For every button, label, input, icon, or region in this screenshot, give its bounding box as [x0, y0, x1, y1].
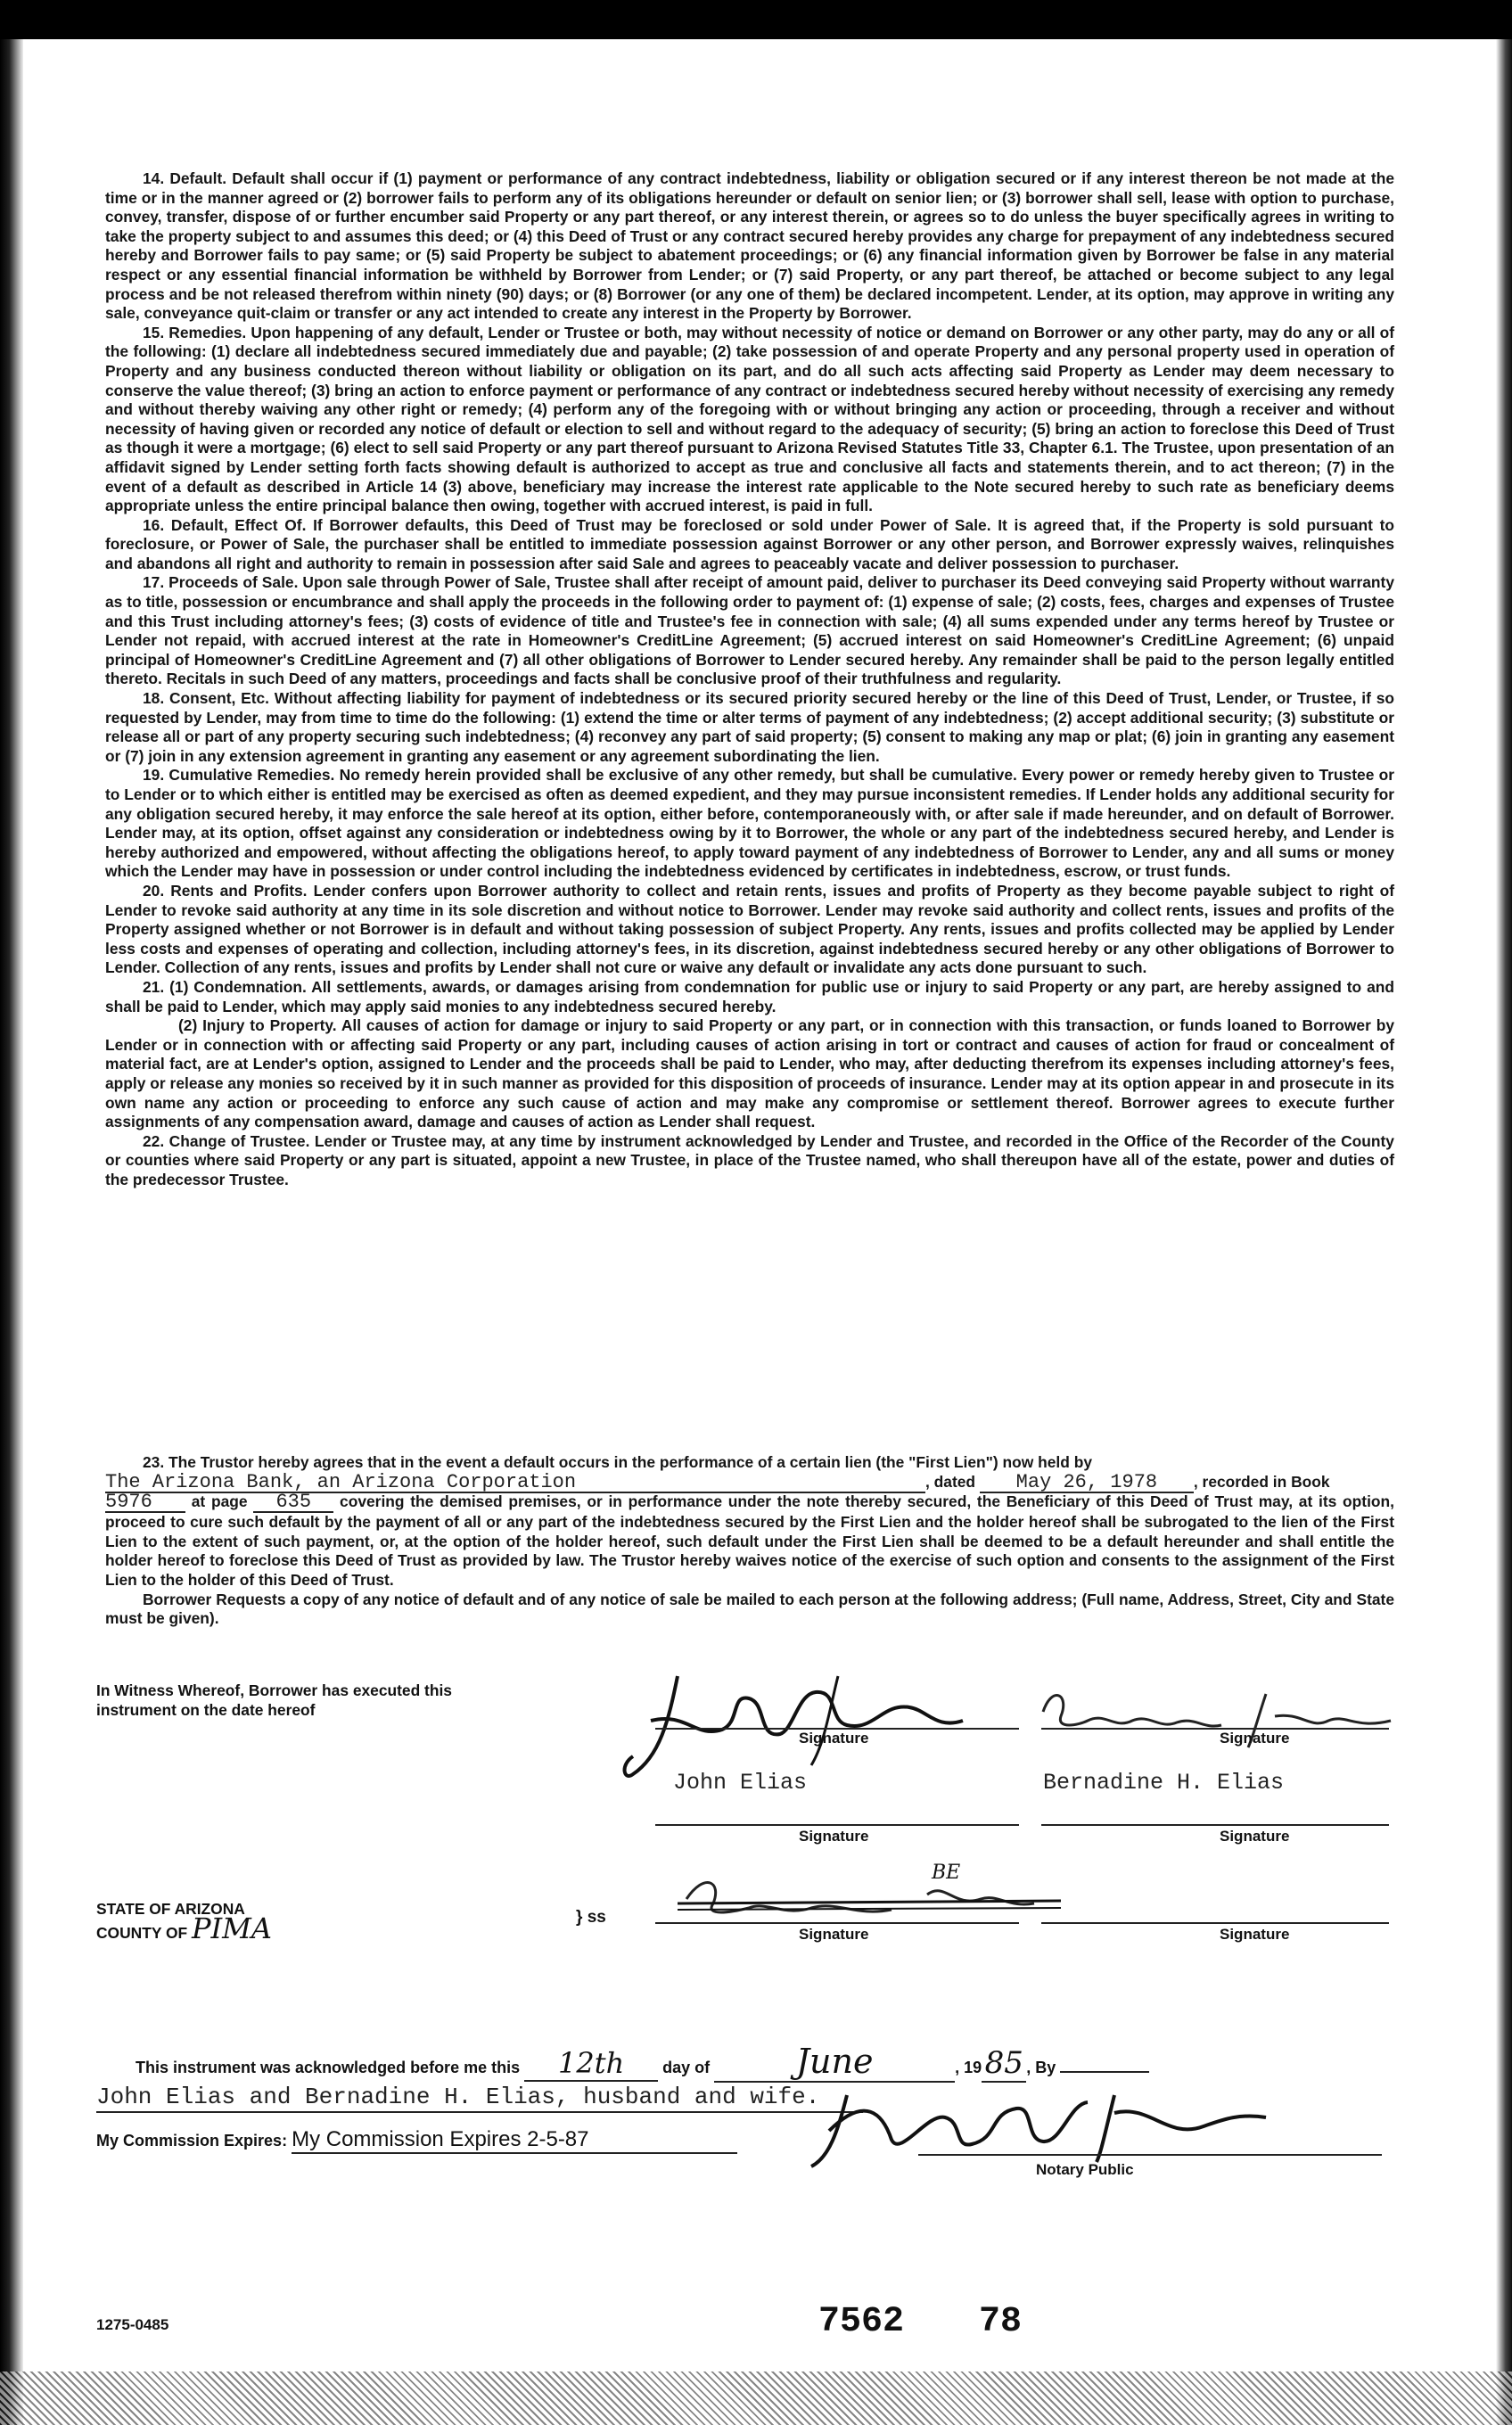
commission-expires-field: My Commission Expires 2-5-87	[292, 2127, 737, 2154]
signature-label-6: Signature	[1220, 1926, 1290, 1943]
state-county-block	[96, 1899, 272, 1943]
clause-14: 14. Default. Default shall occur if (1) payment or performance of any contract indebtedness, liability or obligation secured or if any interest thereon be not made at the time or in the manner agreed or (2) borrower fails to perform any of its obligations hereunder or default on senior lien; or (3) borrower shall sell, lease with option to purchase, convey, transfer, dispose of or further encumber said Property or any part thereof, or any interest therein, or agrees so to do unless the buyer specifically agrees in writing to take the property subject to and assumes this deed; or (4) this Deed of Trust or any contract secured hereby provides any charge for prepayment of any indebtedness secured hereby and Borrower fails to pay same; or (5) said Property be subject to abatement proceedings; or (6) any financial information given by Borrower be false in any material respect or any essential financial information be withheld by Borrower from Lender; or (7) said Property, or any part thereof, be attached or become subject to any legal process and be not released therefrom within ninety (90) days; or (8) Borrower (or any one of them) be declared incompetent. Lender, at its option, may approve in writing any sale, conveyance quit-claim or transfer or any act intended to create any interest in the Property by Borrower.	[105, 169, 1394, 323]
county-handwritten: PIMA	[191, 1911, 272, 1945]
signature-label-5: Signature	[799, 1926, 869, 1943]
clause-22: 22. Change of Trustee. Lender or Trustee may, at any time by instrument acknowledged by Lender and Trustee, and recorded in the Office of the Recorder of the County or counties where said Property or any part is situated, appoint a new Trustee, in place of the Trustee named, who shall thereupon have all of the estate, power and duties of the predecessor Trustee.	[105, 1131, 1394, 1188]
notary-line	[918, 2154, 1382, 2156]
ack-month-field: June	[714, 2042, 955, 2083]
signature-label-3: Signature	[799, 1828, 869, 1845]
first-lien-holder-field: The Arizona Bank, an Arizona Corporation	[105, 1473, 925, 1494]
book-field: 5976	[105, 1492, 185, 1514]
clause-20: 20. Rents and Profits. Lender confers upon Borrower authority to collect and retain rents, issues and profits of Property as they become payable subject to right of Lender to revoke said authority at any time in its sole discretion and without notice to Borrower. Lender may revoke said authority and collect rents, issues and profits of the Property assigned whether or not Borrower is in default and without taking possession of subject Property. Any rents, issues and profits collected may be applied by Lender less costs and expenses of operating and collection, including attorney's fees, in its discretion, against indebtedness secured hereby or any other obligations of Borrower to Lender. Collection of any rents, issues and profits by Lender shall not cure or waive any default or invalidate any acts done pursuant to such.	[105, 881, 1394, 977]
acknowledged-names-line	[96, 2111, 863, 2113]
clause-23	[105, 1453, 1394, 1629]
signature-line-2	[1041, 1728, 1389, 1730]
recording-number-b: 78	[979, 2302, 1023, 2342]
signature-label-1: Signature	[799, 1730, 869, 1747]
clause-21-1: 21. (1) Condemnation. All settlements, awards, or damages arising from condemnation for public use or injury to said Property or any part, are hereby assigned to and shall be paid to Lender, which may apply said monies to any indebtedness secured hereby.	[105, 977, 1395, 1015]
form-number: 1275-0485	[96, 2316, 169, 2333]
scan-bottom-noise	[0, 2372, 1512, 2425]
acknowledgment-line: This instrument was acknowledged before me this 12th day of June , 1985 , By	[136, 2042, 1149, 2083]
deed-clauses	[105, 169, 1394, 1189]
signature-line-6	[1041, 1922, 1389, 1924]
clause-17: 17. Proceeds of Sale. Upon sale through Power of Sale, Trustee shall after receipt of amount paid, deliver to purchaser its Deed conveying said Property without warranty as to title, possession or encumbrance and shall apply the proceeds in the following order to payment of: (1) expense of sale; (2) costs, fees, charges and expenses of Trustee and this Trust including attorney's fees; (3) costs of evidence of title and Trustee's fee in connection with sale; (4) all sums expended under any terms hereof by Trustee or Lender not repaid, with accrued interest at the rate in Homeowner's CreditLine Agreement; (5) accrued interest on said Homeowner's CreditLine Agreement; (6) unpaid principal of Homeowner's CreditLine Agreement and (7) all other obligations of Borrower to Lender secured hereby. Any remainder shall be paid to the person legally entitled thereto. Recitals in such Deed of any matters, proceedings and facts shall be conclusive proof of their truthfulness and regularity.	[105, 573, 1394, 688]
clause-23-lead: 23. The Trustor hereby agrees that in the event a default occurs in the performance of a certain lien (the "First Lien") now held by	[143, 1453, 1092, 1471]
typed-name-bernadine-h-elias: Bernadine H. Elias	[1043, 1770, 1285, 1796]
clause-21-2: (2) Injury to Property. All causes of action for damage or injury to said Property or any part, or in connection with this transaction, or funds loaned to Borrower by Lender or in connection with or affecting said Property or any part, including causes of action arising in tort or contract and causes of action for fraud or concealment of material fact, are at Lender's option, assigned to Lender and the proceeds shall be paid to Lender, who may, after deducting therefrom its expenses including attorney's fees, apply or release any monies so received by it in such manner as provided for this disposition of proceeds of insurance. Lender may at its option appear in and prosecute in its own name any action or proceeding to enforce any such cause of action and may make any compromise or settlement thereof. Borrower agrees to execute further assignments of any compensation award, damage and causes of action as Lender shall request.	[105, 1016, 1394, 1131]
commission-line: My Commission Expires: My Commission Expires 2-5-87	[96, 2127, 737, 2154]
notary-public-label: Notary Public	[1036, 2161, 1134, 2178]
clause-23-body: 5976 at page 635 covering the demised premises, or in performance under the note thereby secured, the Beneficiary of this Deed of Trust may, at its option, proceed to cure such default by the payment of all or any part of the indebtedness secured by the First Lien and the holder hereof shall be subrogated to the lien of the First Lien to the extent of such payment, or, at the option of the holder hereof, such default under the First Lien shall be deemed to be a default hereunder and shall entitle the holder hereof to foreclose this Deed of Trust as provided by law. The Trustor hereby waives notice of the exercise of such option and consents to the assignment of the First Lien to the holder of this Deed of Trust.	[105, 1490, 1394, 1589]
scan-left-border	[0, 39, 23, 2425]
page-field: 635	[253, 1492, 333, 1514]
borrower-requests: Borrower Requests a copy of any notice of default and of any notice of sale be mailed to each person at the following address; (Full name, Address, Street, City and State must be given).	[105, 1590, 1394, 1628]
ss-notation: } ss	[576, 1908, 606, 1927]
signature-line-4	[1041, 1824, 1389, 1826]
signature-line-5	[655, 1922, 1019, 1924]
first-lien-date-field: May 26, 1978	[980, 1473, 1194, 1494]
scan-right-border	[1496, 39, 1512, 2425]
ack-year-field: 85	[982, 2045, 1026, 2083]
ack-by-field	[1060, 2071, 1149, 2073]
state-label: STATE OF ARIZONA	[96, 1900, 245, 1918]
clause-18: 18. Consent, Etc. Without affecting liability for payment of indebtedness or its secured priority secured hereby or the line of this Deed of Trust, Lender, or Trustee, if so requested by Lender, may from time to time do the following: (1) extend the time or alter terms of payment of any indebtedness; (2) accept additional security; (3) substitute or release all or part of any property securing such indebtedness; (4) reconvey any part of said property; (5) consent to making any map or plat; (6) join in granting any easement or (7) join in any extension agreement in granting any easement or any agreement subordinating the lien.	[105, 689, 1394, 765]
clause-23-fill-row: The Arizona Bank, an Arizona Corporation , dated May 26, 1978 , recorded in Book	[105, 1470, 1330, 1493]
recording-page-numbers	[818, 2302, 1075, 2342]
ack-day-field: 12th	[524, 2046, 658, 2082]
typed-name-john-elias: John Elias	[673, 1770, 808, 1796]
signature-crossed-out-initials: BE	[932, 1862, 961, 1884]
recording-number-a: 7562	[818, 2302, 905, 2342]
signature-crossed-out-scribble	[678, 1863, 1123, 1935]
clause-16: 16. Default, Effect Of. If Borrower defaults, this Deed of Trust may be foreclosed or sold under Power of Sale. It is agreed that, if the Property is sold pursuant to foreclosure, or Power of Sale, the purchaser shall be entitled to immediate possession against Borrower or any other person, and Borrower expressly waives, relinquishes and abandons all right and authority to remain in possession after said Sale and agrees to peaceably vacate and deliver possession to purchaser.	[105, 515, 1394, 572]
clause-19: 19. Cumulative Remedies. No remedy herein provided shall be exclusive of any other remedy, but shall be cumulative. Every power or remedy hereby given to Trustee or to Lender or to which either is entitled may be exercised as often as deemed expedient, and they may pursue inconsistent remedies. If Lender holds any additional security for any obligation secured hereby, it may enforce the sale hereof at its option, either before, contemporaneously with, or after sale if made hereunder, and on default of Borrower. Lender may, at its option, offset against any consideration or indebtedness owing by it to Borrower, the whole or any part of the indebtedness secured hereby, and Lender is hereby authorized and empowered, without affecting the obligations hereof, to apply toward payment of any indebtedness of Borrower to Lender, any and all sums or money which the Lender may have in possession or under control including the indebtedness evidenced by certificates in indebtedness, escrow, or trust funds.	[105, 766, 1394, 881]
signature-line-3	[655, 1824, 1019, 1826]
acknowledged-names: John Elias and Bernadine H. Elias, husband and wife.	[96, 2084, 820, 2110]
clause-15: 15. Remedies. Upon happening of any default, Lender or Trustee or both, may without necessity of notice or demand on Borrower or any other party, may do any or all of the following: (1) declare all indebtedness secured immediately due and payable; (2) take possession of and operate Property and any personal property used in operation of Property and any business conducted thereon without liability or obligation on its part, and do all such acts affecting said Property as Lender may deem necessary to conserve the value thereof; (3) bring an action to enforce payment or performance of any contract or indebtedness secured hereby without necessity of exercising any remedy and without thereby waiving any other right or remedy; (4) perform any of the foregoing with or without bringing any action or proceeding, through a receiver and without necessity of having given or recorded any notice of default or election to sell and without regard to the adequacy of security; (5) bring an action to foreclose this Deed of Trust as though it were a mortgage; (6) elect to sell said Property or any part thereof pursuant to Arizona Revised Statutes Title 33, Chapter 6.1. The Trustee, upon presentation of an affidavit signed by Lender setting forth facts showing default is authorized to accept as true and conclusive all facts and statements therein, and to act thereon; (7) in the event of a default as described in Article 14 (3) above, beneficiary may increase the interest rate applicable to the Note secured hereby to such rate as beneficiary deems appropriate unless the entire principal balance then owing, together with accrued interest, is paid in full.	[105, 323, 1394, 515]
witness-statement: In Witness Whereof, Borrower has executed this instrument on the date hereof	[96, 1681, 452, 1719]
signature-label-4: Signature	[1220, 1828, 1290, 1845]
signature-label-2: Signature	[1220, 1730, 1290, 1747]
county-label: COUNTY OF	[96, 1924, 188, 1942]
scan-top-border	[0, 0, 1512, 39]
